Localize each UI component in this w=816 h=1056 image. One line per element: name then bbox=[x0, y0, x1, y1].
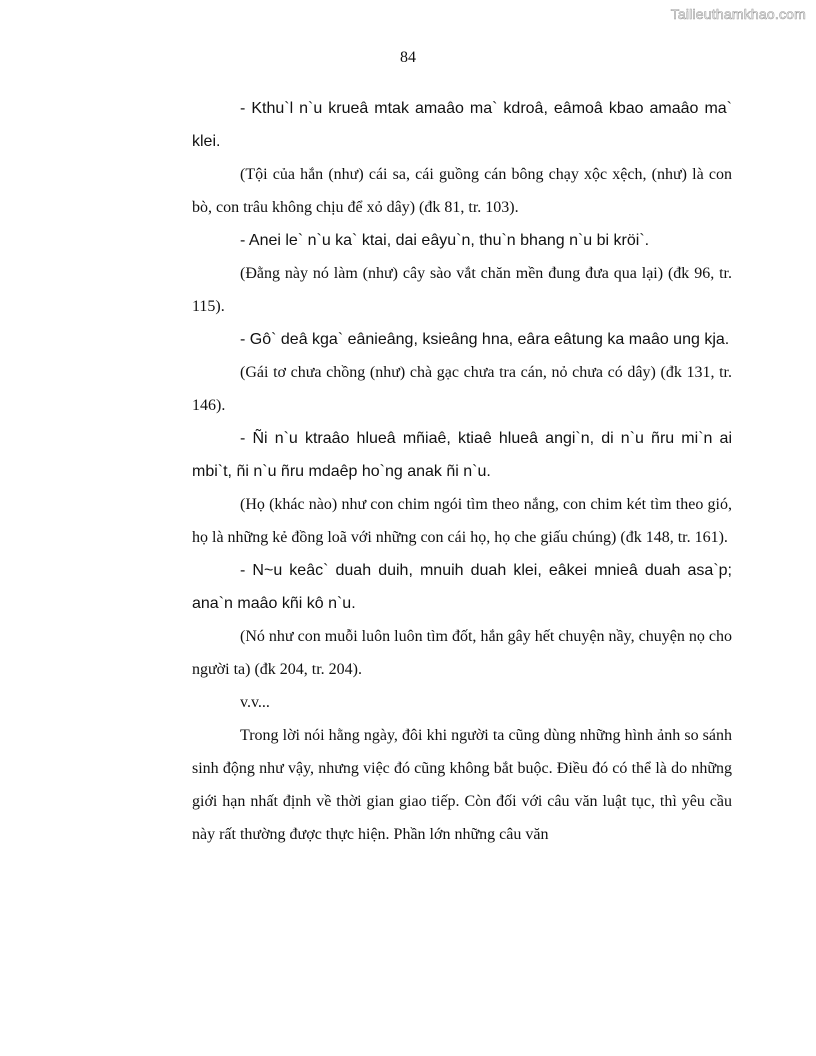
ede-proverb-5: - N~u keâc` duah duih, mnuih duah klei, eâkei mnieâ duah asa`p; ana`n maâo kñi kô n`u. bbox=[192, 562, 732, 612]
body-paragraph: Trong lời nói hằng ngày, đôi khi người ta cũng dùng những hình ảnh so sánh sinh động như vậy, nhưng việc đó cũng không bắt buộc. Điều đó có thể là do những giới hạn nhất định về thời gian giao tiếp. Còn đối với câu văn luật tục, thì yêu cầu này rất thường được thực hiện. Phần lớn những câu văn bbox=[192, 727, 732, 843]
ede-proverb-3: - Gô` deâ kga` eânieâng, ksieâng hna, eâra eâtung ka maâo ung kja. bbox=[240, 331, 730, 348]
page-body bbox=[192, 92, 732, 851]
ede-proverb-4: - Ñi n`u ktraâo hlueâ mñiaê, ktiaê hlueâ angi`n, di n`u ñru mi`n ai mbi`t, ñi n`u ñru mdaêp ho`ng anak ñi n`u. bbox=[192, 430, 732, 480]
page-number: 84 bbox=[400, 49, 416, 66]
ede-proverb-1: - Kthu`l n`u krueâ mtak amaâo ma` kdroâ, eâmoâ kbao amaâo ma` klei. bbox=[192, 100, 732, 150]
watermark: Tailieuthamkhao.com bbox=[670, 6, 806, 22]
ede-proverb-2: - Anei le` n`u ka` ktai, dai eâyu`n, thu`n bhang n`u bi kröi`. bbox=[240, 232, 650, 249]
translation-5: (Nó như con muỗi luôn luôn tìm đốt, hắn gây hết chuyện nầy, chuyện nọ cho người ta) (đk 204, tr. 204). bbox=[192, 628, 732, 678]
etcetera: v.v... bbox=[240, 694, 270, 711]
translation-3: (Gái tơ chưa chồng (như) chà gạc chưa tra cán, nỏ chưa có dây) (đk 131, tr. 146). bbox=[192, 364, 732, 414]
translation-1: (Tội của hắn (như) cái sa, cái guồng cán bông chạy xộc xệch, (như) là con bò, con trâu không chịu để xỏ dây) (đk 81, tr. 103). bbox=[192, 166, 732, 216]
translation-4: (Họ (khác nào) như con chim ngói tìm theo nắng, con chim két tìm theo gió, họ là những kẻ đồng loã với những con cái họ, họ che giấu chúng) (đk 148, tr. 161). bbox=[192, 496, 732, 546]
translation-2: (Đằng này nó làm (như) cây sào vắt chăn mền đung đưa qua lại) (đk 96, tr. 115). bbox=[192, 265, 732, 315]
